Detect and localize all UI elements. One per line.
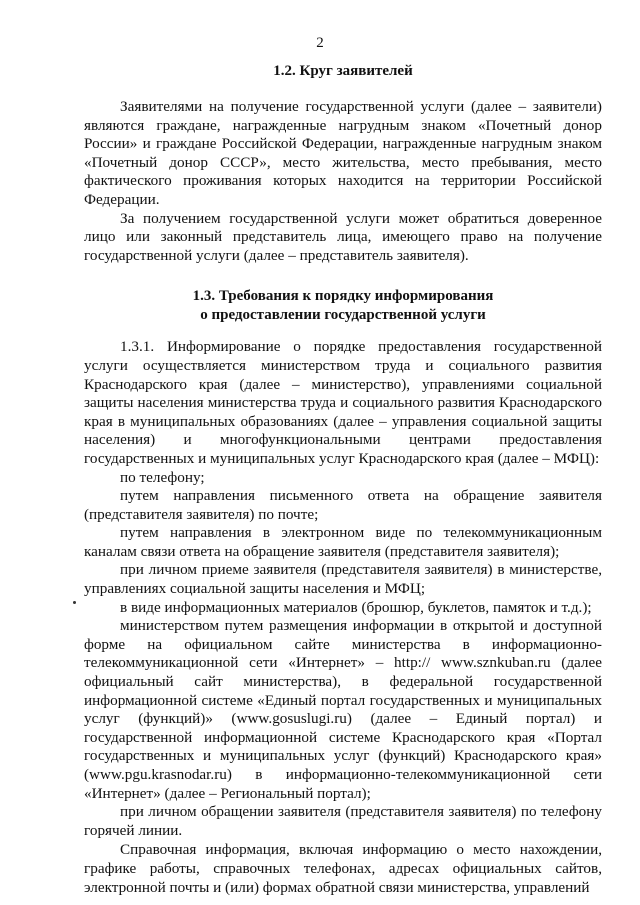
paragraph-reference-info: Справочная информация, включая информацию о место нахождении, графике работы, справочных телефонах, адресах официальных сайтов, электронной почты и (или) формах обратной связи министерства, управлений: [84, 841, 602, 896]
document-body: [84, 62, 602, 897]
list-item-mail: путем направления письменного ответа на обращение заявителя (представителя заявителя) по почте;: [84, 487, 602, 523]
list-item-electronic: путем направления в электронном виде по телекоммуникационным каналам связи ответа на обращение заявителя (представителя заявителя);: [84, 524, 602, 560]
list-item-hotline: при личном обращении заявителя (представителя заявителя) по телефону горячей линии.: [84, 803, 602, 839]
section-heading-1-3: [84, 287, 602, 325]
list-item-phone: по телефону;: [120, 468, 205, 486]
page-number: 2: [316, 35, 324, 51]
paragraph-representative: За получением государственной услуги может обратиться доверенное лицо или законный представитель лица, имеющего право на получение государственной услуги (далее – представитель заявителя).: [84, 209, 602, 264]
list-item-materials: в виде информационных материалов (брошюр, буклетов, памяток и т.д.);: [120, 598, 592, 616]
section-heading-1-2: [84, 62, 602, 81]
heading-line-1: 1.3. Требования к порядку информирования: [192, 288, 494, 305]
heading-text: 1.2. Круг заявителей: [273, 63, 413, 79]
scan-artifact-dot: [73, 601, 76, 604]
list-item-website: министерством путем размещения информации в открытой и доступной форме на официальном сайте министерства в информационно-телекоммуникационной сети «Интернет» – http:// www.sznkuban.ru (далее официальный сайт министерства), в федеральной государственной информационной системе «Единый портал государственных и муниципальных услуг (функций)» (www.gosuslugi.ru) (далее – Единый портал) и государственной информационной системе Краснодарского края «Портал государственных и муниципальных услуг (функций) Краснодарского края» (www.pgu.krasnodar.ru) в информационно-телекоммуникационной сети «Интернет» (далее – Региональный портал);: [84, 617, 602, 802]
paragraph-applicants: Заявителями на получение государственной услуги (далее – заявители) являются граждане, награжденные нагрудным знаком «Почетный донор России» и граждане Российской Федерации, награжденные нагрудным знаком «Почетный донор СССР», место жительства, место пребывания, место фактического проживания которых находится на территории Российской Федерации.: [84, 98, 602, 208]
paragraph-1-3-1: 1.3.1. Информирование о порядке предоставления государственной услуги осуществляется министерством труда и социального развития Краснодарского края (далее – министерство), управлениями социальной защиты населения министерства труда и социального развития Краснодарского края в муниципальных образованиях (далее – управления социальной защиты населения) и многофункциональными центрами предоставления государственных и муниципальных услуг Краснодарского края (далее – МФЦ):: [84, 338, 602, 467]
heading-line-2: о предоставлении государственной услуги: [200, 307, 486, 324]
list-item-personal-visit: при личном приеме заявителя (представителя заявителя) в министерстве, управлениях социальной защиты населения и МФЦ;: [84, 561, 602, 598]
